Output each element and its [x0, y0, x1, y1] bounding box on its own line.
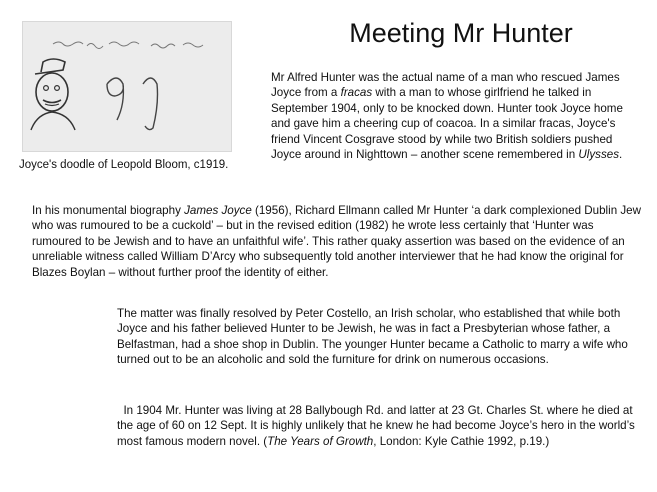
later-text-1: In 1904 Mr. Hunter was living at 28 Ballybough Rd. and latter at 23 Gt. Charles St. where he died at the age of 60 on 12 Sept. It is highly unlikely that he knew he had become Joyce’s hero in the world’s most famous modern novel. (	[117, 404, 638, 448]
biography-text-2: (1956), Richard Ellmann called Mr Hunter ‘a dark complexioned Dublin Jew who was rumoured to be a cuckold’ – but in the revised edition (1982) he wrote less certainly that ‘Hunter was rumoured to be Jewish and to have an unfaithful wife’. This rather quaky assertion was based on the evidence of an unreliable witness called William D’Arcy who subsequently told another interviewer that he had know the original for Blazes Boylan – without further proof the identity of either.	[32, 204, 641, 279]
intro-ulysses: Ulysses	[578, 148, 620, 162]
intro-text-3: .	[619, 148, 623, 162]
intro-text-2: with a man to whose girlfriend he talked in September 1904, only to be knocked down. Hunter took Joyce home and gave him a cheering cup of coacoa. In a similar fracas, Joyce's friend Vincent Cosgrave stood by while two British soldiers pushed Joyce around in Nighttown – another scene remembered in	[271, 86, 623, 162]
biography-text-1: In his monumental biography	[32, 204, 185, 217]
intro-fracas: fracas	[340, 86, 373, 100]
biography-book-title: James Joyce	[184, 204, 252, 217]
later-life-paragraph	[117, 403, 637, 449]
costello-paragraph: The matter was finally resolved by Peter Costello, an Irish scholar, who established that while both Joyce and his father believed Hunter to be Jewish, he was in fact a Presbyterian whose father, a Belfastman, had a shoe shop in Dublin. The younger Hunter became a Catholic to marry a wife who turned out to be an alcoholic and sold the furniture for drink on numerous occasions.	[117, 307, 628, 367]
page-title: Meeting Mr Hunter	[349, 18, 573, 48]
later-text-2: , London: Kyle Cathie 1992, p.19.)	[373, 434, 550, 448]
biography-paragraph	[32, 203, 644, 280]
later-book-title: The Years of Growth	[267, 434, 374, 448]
intro-paragraph	[271, 70, 643, 162]
doodle-sketch-icon	[23, 22, 231, 151]
intro-text-1: Mr Alfred Hunter was the actual name of a man who rescued James Joyce from a	[271, 71, 620, 100]
doodle-image	[22, 21, 232, 152]
image-caption: Joyce's doodle of Leopold Bloom, c1919.	[19, 159, 229, 171]
